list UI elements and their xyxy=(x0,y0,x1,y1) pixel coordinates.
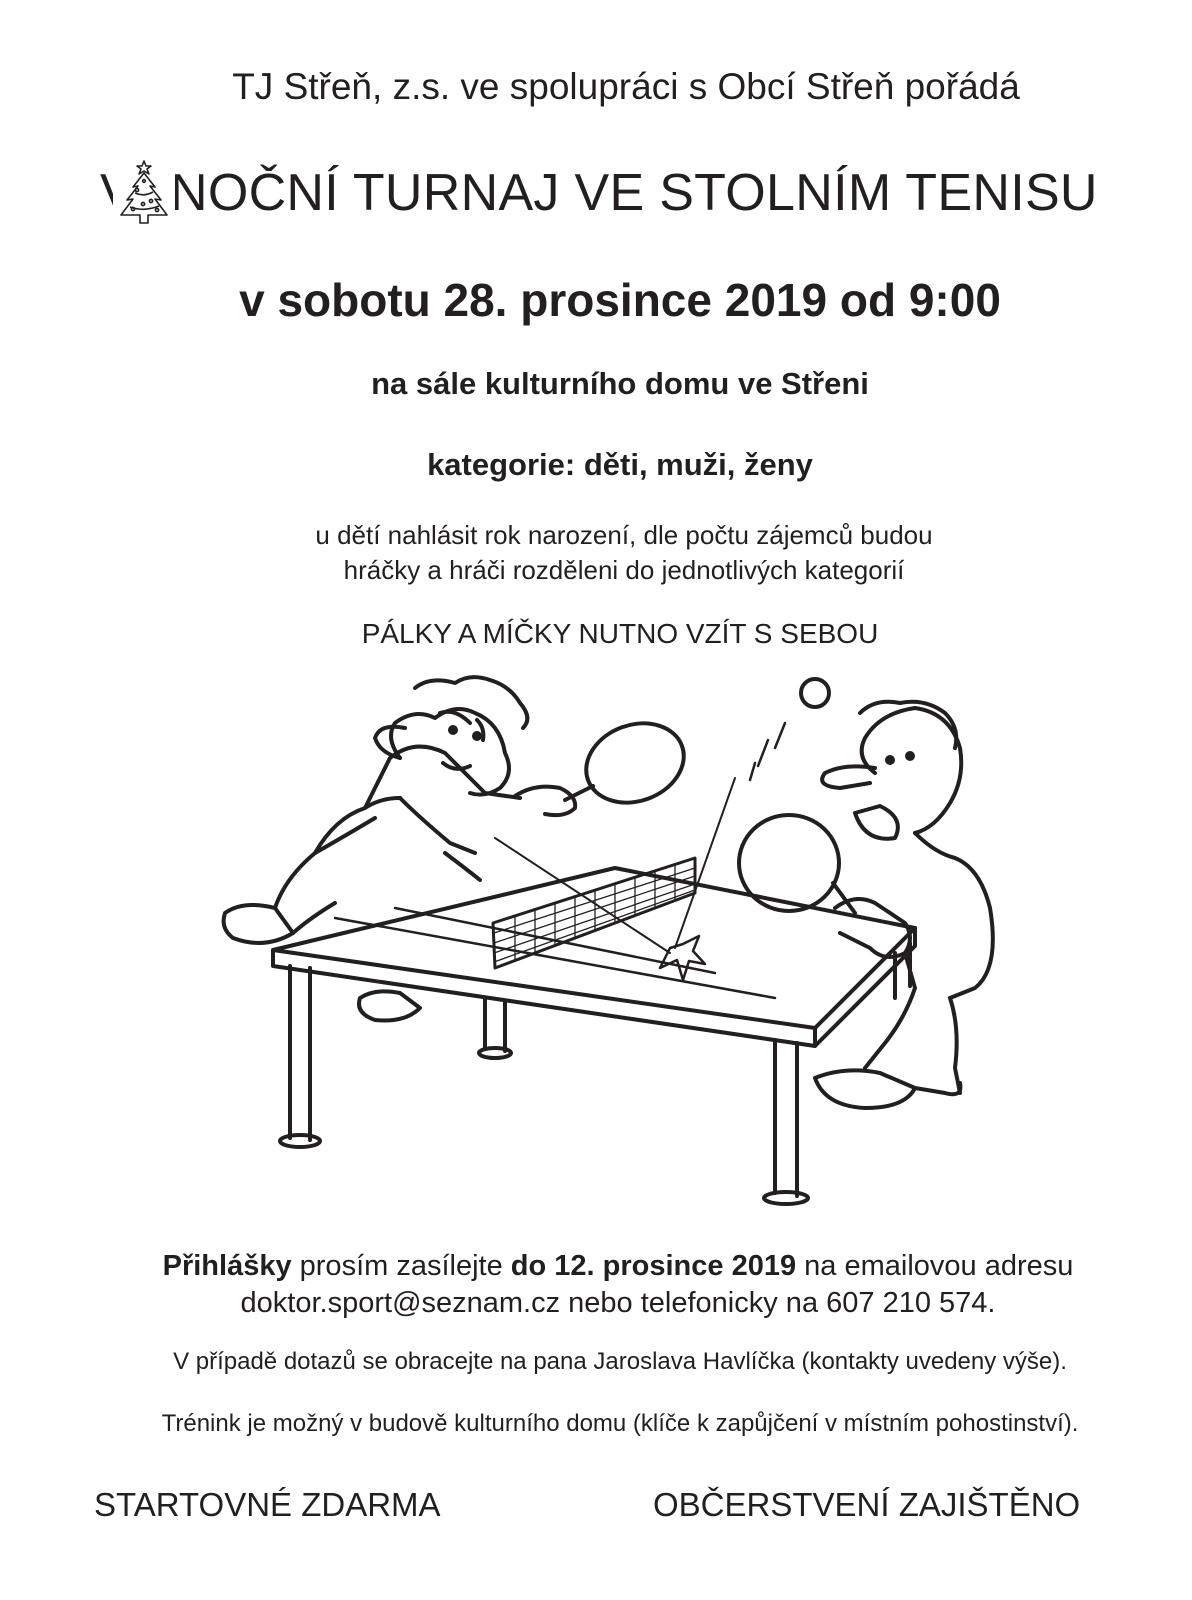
note-line-2: hráčky a hráči rozděleni do jednotlivých kategorií xyxy=(343,555,905,585)
event-date: v sobotu 28. prosince 2019 od 9:00 xyxy=(239,274,1001,326)
registration-text: prosím zasílejte xyxy=(291,1250,511,1282)
registration-line-1 xyxy=(22,1250,1192,1283)
organizer-line: TJ Střeň, z.s. ve spolupráci s Obcí Střeň pořádá xyxy=(232,66,1020,107)
refreshments-notice: OBČERSTVENÍ ZAJIŠTĚNO xyxy=(653,1486,1081,1523)
contact-notice: V případě dotazů se obracejte na pana Jaroslava Havlíčka (kontakty uvedeny výše). xyxy=(173,1348,1067,1375)
event-venue: na sále kulturního domu ve Střeni xyxy=(371,366,869,401)
registration-text-end: na emailovou adresu xyxy=(796,1250,1074,1282)
training-notice: Trénink je možný v budově kulturního domu (klíče k zapůjčení v místním pohostinství). xyxy=(161,1410,1079,1437)
page-title: VÁNOČNÍ TURNAJ VE STOLNÍM TENISU xyxy=(100,164,1098,222)
equipment-notice: PÁLKY A MÍČKY NUTNO VZÍT S SEBOU xyxy=(361,618,879,649)
registration-bold-label: Přihlášky xyxy=(162,1250,292,1282)
registration-line-2: doktor.sport@seznam.cz nebo telefonicky na 607 210 574. xyxy=(240,1287,996,1319)
registration-deadline: do 12. prosince 2019 xyxy=(510,1250,797,1282)
christmas-tree-icon xyxy=(113,157,175,233)
title-block xyxy=(100,163,1160,243)
event-categories: kategorie: děti, muži, ženy xyxy=(427,447,813,482)
table-tennis-players-illustration xyxy=(215,668,1015,1228)
note-line-1: u dětí nahlásit rok narození, dle počtu zájemců budou xyxy=(315,520,933,550)
entry-fee-notice: STARTOVNÉ ZDARMA xyxy=(94,1486,441,1523)
